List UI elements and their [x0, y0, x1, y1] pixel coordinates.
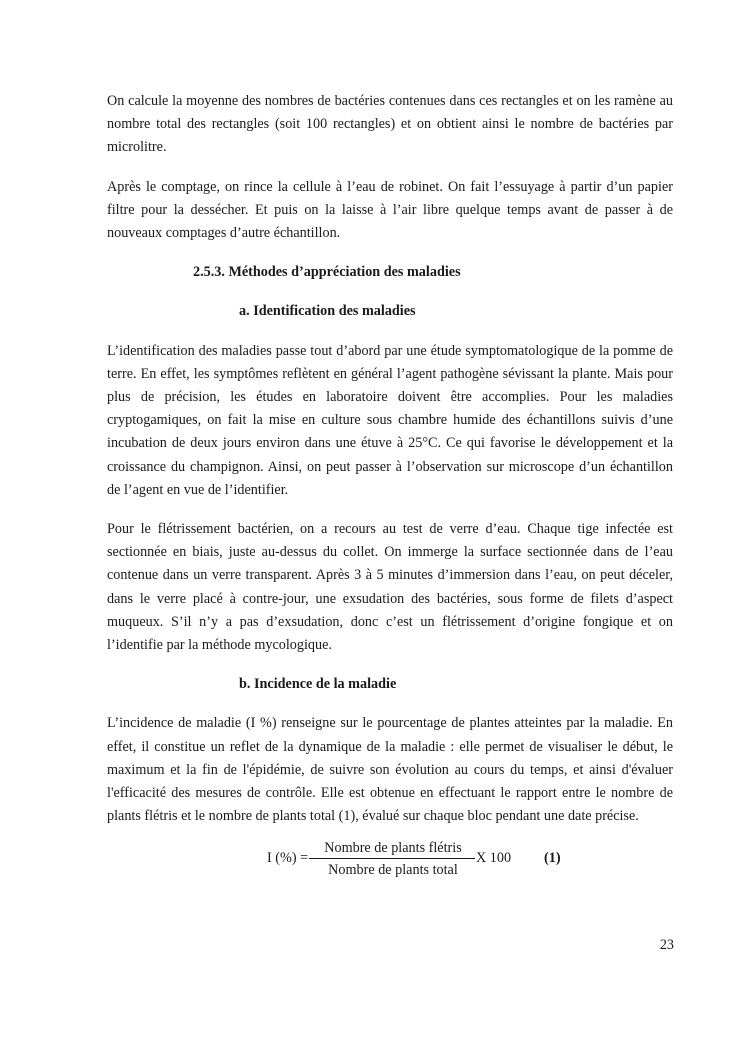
paragraph-rinsing: Après le comptage, on rince la cellule à l’eau de robinet. On fait l’essuyage à partir d’un papier filtre pour la dessécher. Et puis on la laisse à l’air libre quelque temps avant de passer à de nouveaux comptages d’autre échantillon. [107, 178, 673, 242]
formula-fraction [311, 838, 475, 881]
page-number: 23 [659, 937, 674, 953]
incidence-formula [107, 838, 673, 882]
formula-denominator: Nombre de plants total [328, 862, 458, 879]
paragraph-identification: L’identification des maladies passe tout d’abord par une étude symptomatologique de la pomme de terre. En effet, les symptômes reflètent en général l’agent pathogène sévissant la plante. Mais pour plus de précision, les études en laboratoire doivent être accomplies. Pour les maladies cryptogamiques, on fait la mise en culture sous chambre humide des échantillons suivis d’une incubation de deux jours environ dans une étuve à 25°C. Ce qui favorise le développement et la croissance du champignon. Ainsi, on peut passer à l’observation sur microscope d’un échantillon de l’agent en vue de l’identifier. [107, 342, 673, 498]
formula-numerator: Nombre de plants flétris [324, 840, 462, 857]
paragraph-bacteria-average: On calcule la moyenne des nombres de bactéries contenues dans ces rectangles et on les ramène au nombre total des rectangles (soit 100 rectangles) et on obtient ainsi le nombre de bactéries par microlitre. [107, 93, 673, 156]
subheading-incidence: b. Incidence de la maladie [239, 676, 397, 693]
formula-lhs: I (%) = [267, 850, 309, 867]
paragraph-bacterial-wilt: Pour le flétrissement bactérien, on a recours au test de verre d’eau. Chaque tige infectée est sectionnée en biais, juste au-dessus du collet. On immerge la surface sectionnée dans de l’eau contenue dans un verre transparent. Après 3 à 5 minutes d’immersion dans l’eau, on peut déceler, dans le verre placé à contre-jour, une exsudation des bactéries, sous forme de filets d’aspect muqueux. S’il n’y a pas d’exsudation, donc c’est un flétrissement d’origine fongique et on l’identifie par la méthode mycologique. [107, 521, 673, 654]
page-body [107, 90, 673, 882]
section-heading: 2.5.3. Méthodes d’appréciation des maladies [193, 264, 461, 281]
paragraph-incidence: L’incidence de maladie (I %) renseigne sur le pourcentage de plantes atteintes par la maladie. En effet, il constitue un reflet de la dynamique de la maladie : elle permet de visualiser le début, le maximum et la fin de l'épidémie, de suivre son évolution au cours du temps, et ainsi d'évaluer l'efficacité des mesures de contrôle. Elle est obtenue en effectuant le rapport entre le nombre de plants flétris et le nombre de plants total (1), évalué sur chaque bloc pendant une date précise. [107, 715, 673, 825]
equation-number: (1) [544, 850, 561, 867]
formula-multiplier: X 100 [476, 850, 512, 867]
subheading-identification: a. Identification des maladies [239, 303, 416, 320]
